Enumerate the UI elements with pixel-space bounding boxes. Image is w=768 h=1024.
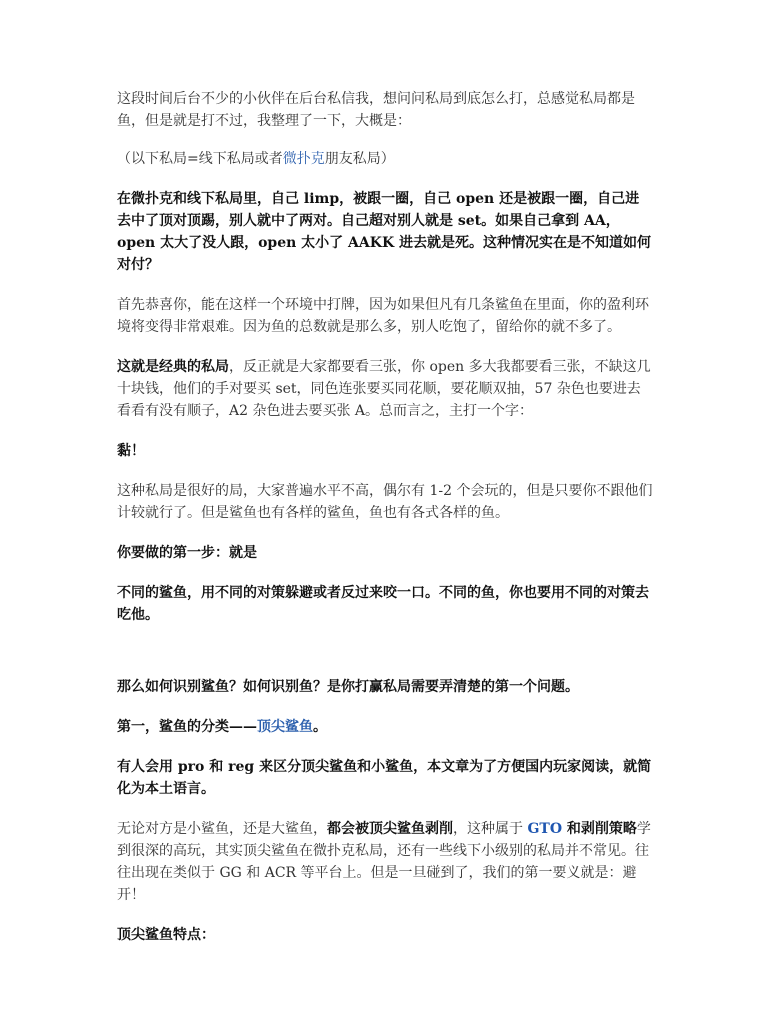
top-shark-link[interactable]: 顶尖鲨鱼 xyxy=(257,719,313,735)
paragraph-identify: 那么如何识别鲨鱼？如何识别鱼？是你打赢私局需要弄清楚的第一个问题。 xyxy=(117,679,579,695)
top-shark-text-b: 都会被顶尖鲨鱼剥削 xyxy=(327,821,453,837)
top-shark-text-a: 无论对方是小鲨鱼，还是大鲨鱼， xyxy=(117,821,327,837)
top-shark-text-e: 学到很深的高玩，其实顶尖鲨鱼在微扑克私局，还有一些线下小级别的私局并不常见。往往出现在类似于 GG 和 ACR 等平台上。但是一旦碰到了，我们的第一要义就是：避开！ xyxy=(117,821,651,903)
paragraph-good-game: 这种私局是很好的局，大家普遍水平不高，偶尔有 1-2 个会玩的，但是只要你不跟他们计较就行了。但是鲨鱼也有各样的鲨鱼，鱼也有各式各样的鱼。 xyxy=(117,483,653,521)
note-suffix: 朋友私局） xyxy=(324,151,395,167)
section-heading-sharks xyxy=(117,716,653,738)
paragraph-classic-game xyxy=(117,356,653,422)
paragraph-keyword: 黏！ xyxy=(117,443,145,459)
paragraph-question: 在微扑克和线下私局里，自己 limp，被跟一圈，自己 open 还是被跟一圈，自己进去中了顶对顶踢，别人就中了两对。自己超对别人就是 set。如果自己拿到 AA，open 太大了没人跟，open 太小了 AAKK 进去就是死。这种情况实在是不知道如何对付？ xyxy=(117,191,651,273)
top-shark-text-d: 和剥削策略 xyxy=(562,821,637,837)
classic-game-lead: 这就是经典的私局 xyxy=(117,359,229,375)
paragraph-strategy: 不同的鲨鱼，用不同的对策躲避或者反过来咬一口。不同的鱼，你也要用不同的对策去吃他。 xyxy=(117,585,649,623)
section-heading-prefix: 第一，鲨鱼的分类—— xyxy=(117,719,257,735)
top-shark-text-c: ，这种属于 xyxy=(453,821,528,837)
classic-game-body: ，反正就是大家都要看三张，你 open 多大我都要看三张，不缺这几十块钱，他们的手对要买 set，同色连张要买同花顺，要花顺双抽，57 杂色也要进去看看有没有顺子，A2 杂色进去要买张 A。总而言之，主打一个字： xyxy=(117,359,651,419)
paragraph-congrats: 首先恭喜你，能在这样一个环境中打牌，因为如果但凡有几条鲨鱼在里面，你的盈利环境将变得非常艰难。因为鱼的总数就是那么多，别人吃饱了，留给你的就不多了。 xyxy=(117,297,649,335)
section-heading-suffix: 。 xyxy=(313,719,327,735)
paragraph-top-shark xyxy=(117,818,653,906)
paragraph-pro-reg: 有人会用 pro 和 reg 来区分顶尖鲨鱼和小鲨鱼，本文章为了方便国内玩家阅读，就简化为本土语言。 xyxy=(117,759,652,797)
weipuke-link[interactable]: 微扑克 xyxy=(282,151,325,167)
paragraph-note xyxy=(117,148,653,170)
gto-link[interactable]: GTO xyxy=(527,821,563,837)
paragraph-features-heading: 顶尖鲨鱼特点： xyxy=(117,927,215,943)
paragraph-first-step: 你要做的第一步：就是 xyxy=(117,545,257,561)
paragraph-intro: 这段时间后台不少的小伙伴在后台私信我，想问问私局到底怎么打，总感觉私局都是鱼，但是就是打不过，我整理了一下，大概是： xyxy=(117,91,635,129)
note-prefix: （以下私局=线下私局或者 xyxy=(117,151,283,167)
